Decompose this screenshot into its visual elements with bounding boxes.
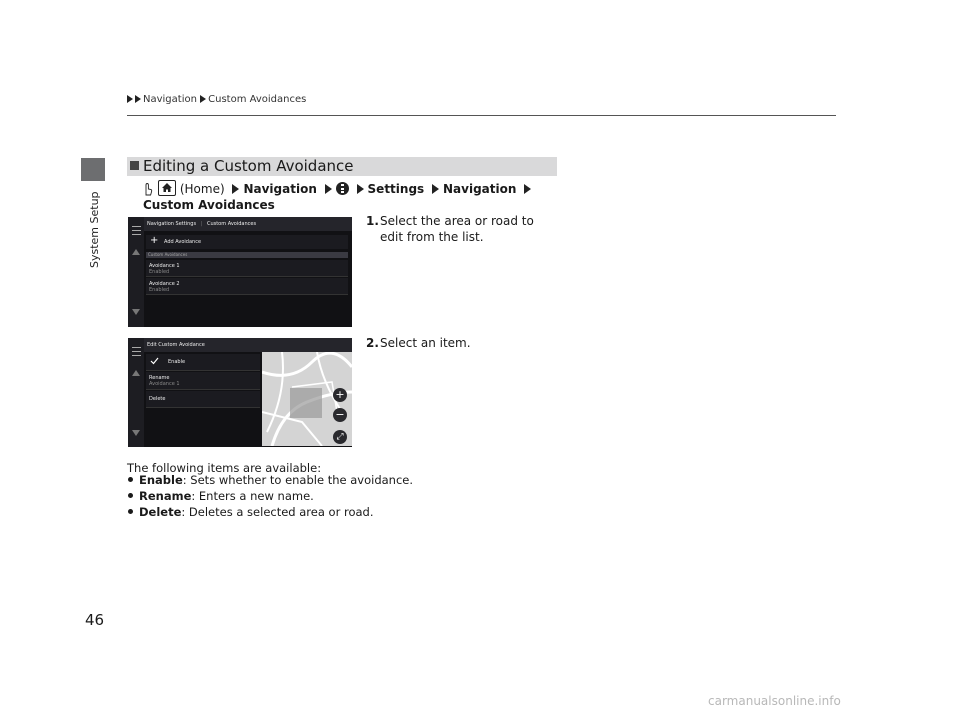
bullet-icon [128,509,133,514]
watermark: carmanualsonline.info [708,694,841,708]
delete-label: Delete [149,396,166,402]
scroll-up-icon [132,249,140,255]
scroll-down-icon [132,309,140,315]
route-arrow-icon [524,184,531,194]
screenshot-edit-custom-avoidance [128,338,352,447]
list-item-title: Avoidance 2 [149,281,180,287]
breadcrumb-item-custom-avoidances: Custom Avoidances [208,94,307,105]
item-term: Rename [139,489,192,503]
scroll-up-icon [132,370,140,376]
route-item-settings: Settings [367,182,425,196]
breadcrumb-item-navigation: Navigation [143,94,197,105]
list-item-status: Enabled [149,269,170,275]
plus-icon: + [150,235,159,246]
step-1 [366,213,556,245]
list-item-avoidance-2[interactable] [146,278,348,295]
route-item-navigation-2: Navigation [443,182,517,196]
step-2 [366,335,556,351]
page-number: 46 [85,611,105,629]
available-item-enable [128,472,413,488]
route-arrow-icon [325,184,332,194]
bullet-icon [128,493,133,498]
header-divider [127,115,836,116]
breadcrumb-arrow-icon [127,95,133,103]
section-square-icon [130,161,139,170]
bullet-icon [128,477,133,482]
available-intro: The following items are available: [127,461,322,475]
chapter-label: System Setup [88,191,101,268]
rename-label: Rename [149,375,170,381]
route-arrow-icon [432,184,439,194]
list-item-title: Avoidance 1 [149,263,180,269]
screen-header-right: Custom Avoidances [206,221,257,227]
route-item-navigation: Navigation [243,182,317,196]
options-icon [336,182,349,195]
home-icon [158,180,176,196]
available-item-delete [128,504,374,520]
list-subheader: Custom Avoidances [146,252,348,258]
screenshot-custom-avoidances [128,217,352,327]
route-arrow-icon [357,184,364,194]
section-title: Editing a Custom Avoidance [143,157,354,175]
breadcrumb-arrow-icon [135,95,141,103]
list-item-avoidance-1[interactable] [146,260,348,277]
menu-route [143,180,563,213]
available-item-rename [128,488,314,504]
delete-option[interactable] [146,391,260,408]
menu-icon [132,226,141,235]
scroll-down-icon [132,430,140,436]
item-term: Enable [139,473,183,487]
section-header [127,157,557,176]
zoom-out-button[interactable]: − [333,408,347,422]
route-home-label: (Home) [179,182,225,196]
route-arrow-icon [232,184,239,194]
item-desc: : Enters a new name. [191,489,314,503]
zoom-in-button[interactable]: + [333,388,347,402]
touch-hand-icon [143,182,153,196]
list-item-status: Enabled [149,287,170,293]
rename-option[interactable] [146,372,260,390]
step-text: Select an item. [380,336,471,350]
breadcrumb-arrow-icon [200,95,206,103]
screen-header: Edit Custom Avoidance [144,338,352,352]
expand-map-button[interactable]: ⤢ [333,430,347,444]
step-number: 1. [366,214,379,228]
screen-header: Navigation Settings | Custom Avoidances [144,217,352,231]
checkmark-icon [150,357,159,365]
rename-value: Avoidance 1 [149,381,180,387]
route-item-custom-avoidances: Custom Avoidances [143,198,275,212]
add-avoidance-label: Add Avoidance [164,239,202,245]
enable-option[interactable] [146,354,260,371]
screen-header-left: Navigation Settings [147,221,197,227]
step-number: 2. [366,336,379,350]
menu-icon [132,347,141,356]
screen-sidebar [128,217,144,327]
breadcrumb [127,94,306,105]
screen-sidebar [128,338,144,447]
add-avoidance-button[interactable] [146,235,348,249]
chapter-tab [81,158,105,181]
item-desc: : Sets whether to enable the avoidance. [182,473,414,487]
enable-label: Enable [168,359,186,365]
item-term: Delete [139,505,182,519]
map-preview [262,352,352,446]
step-text: Select the area or road to edit from the list. [380,214,534,244]
item-desc: : Deletes a selected area or road. [181,505,374,519]
